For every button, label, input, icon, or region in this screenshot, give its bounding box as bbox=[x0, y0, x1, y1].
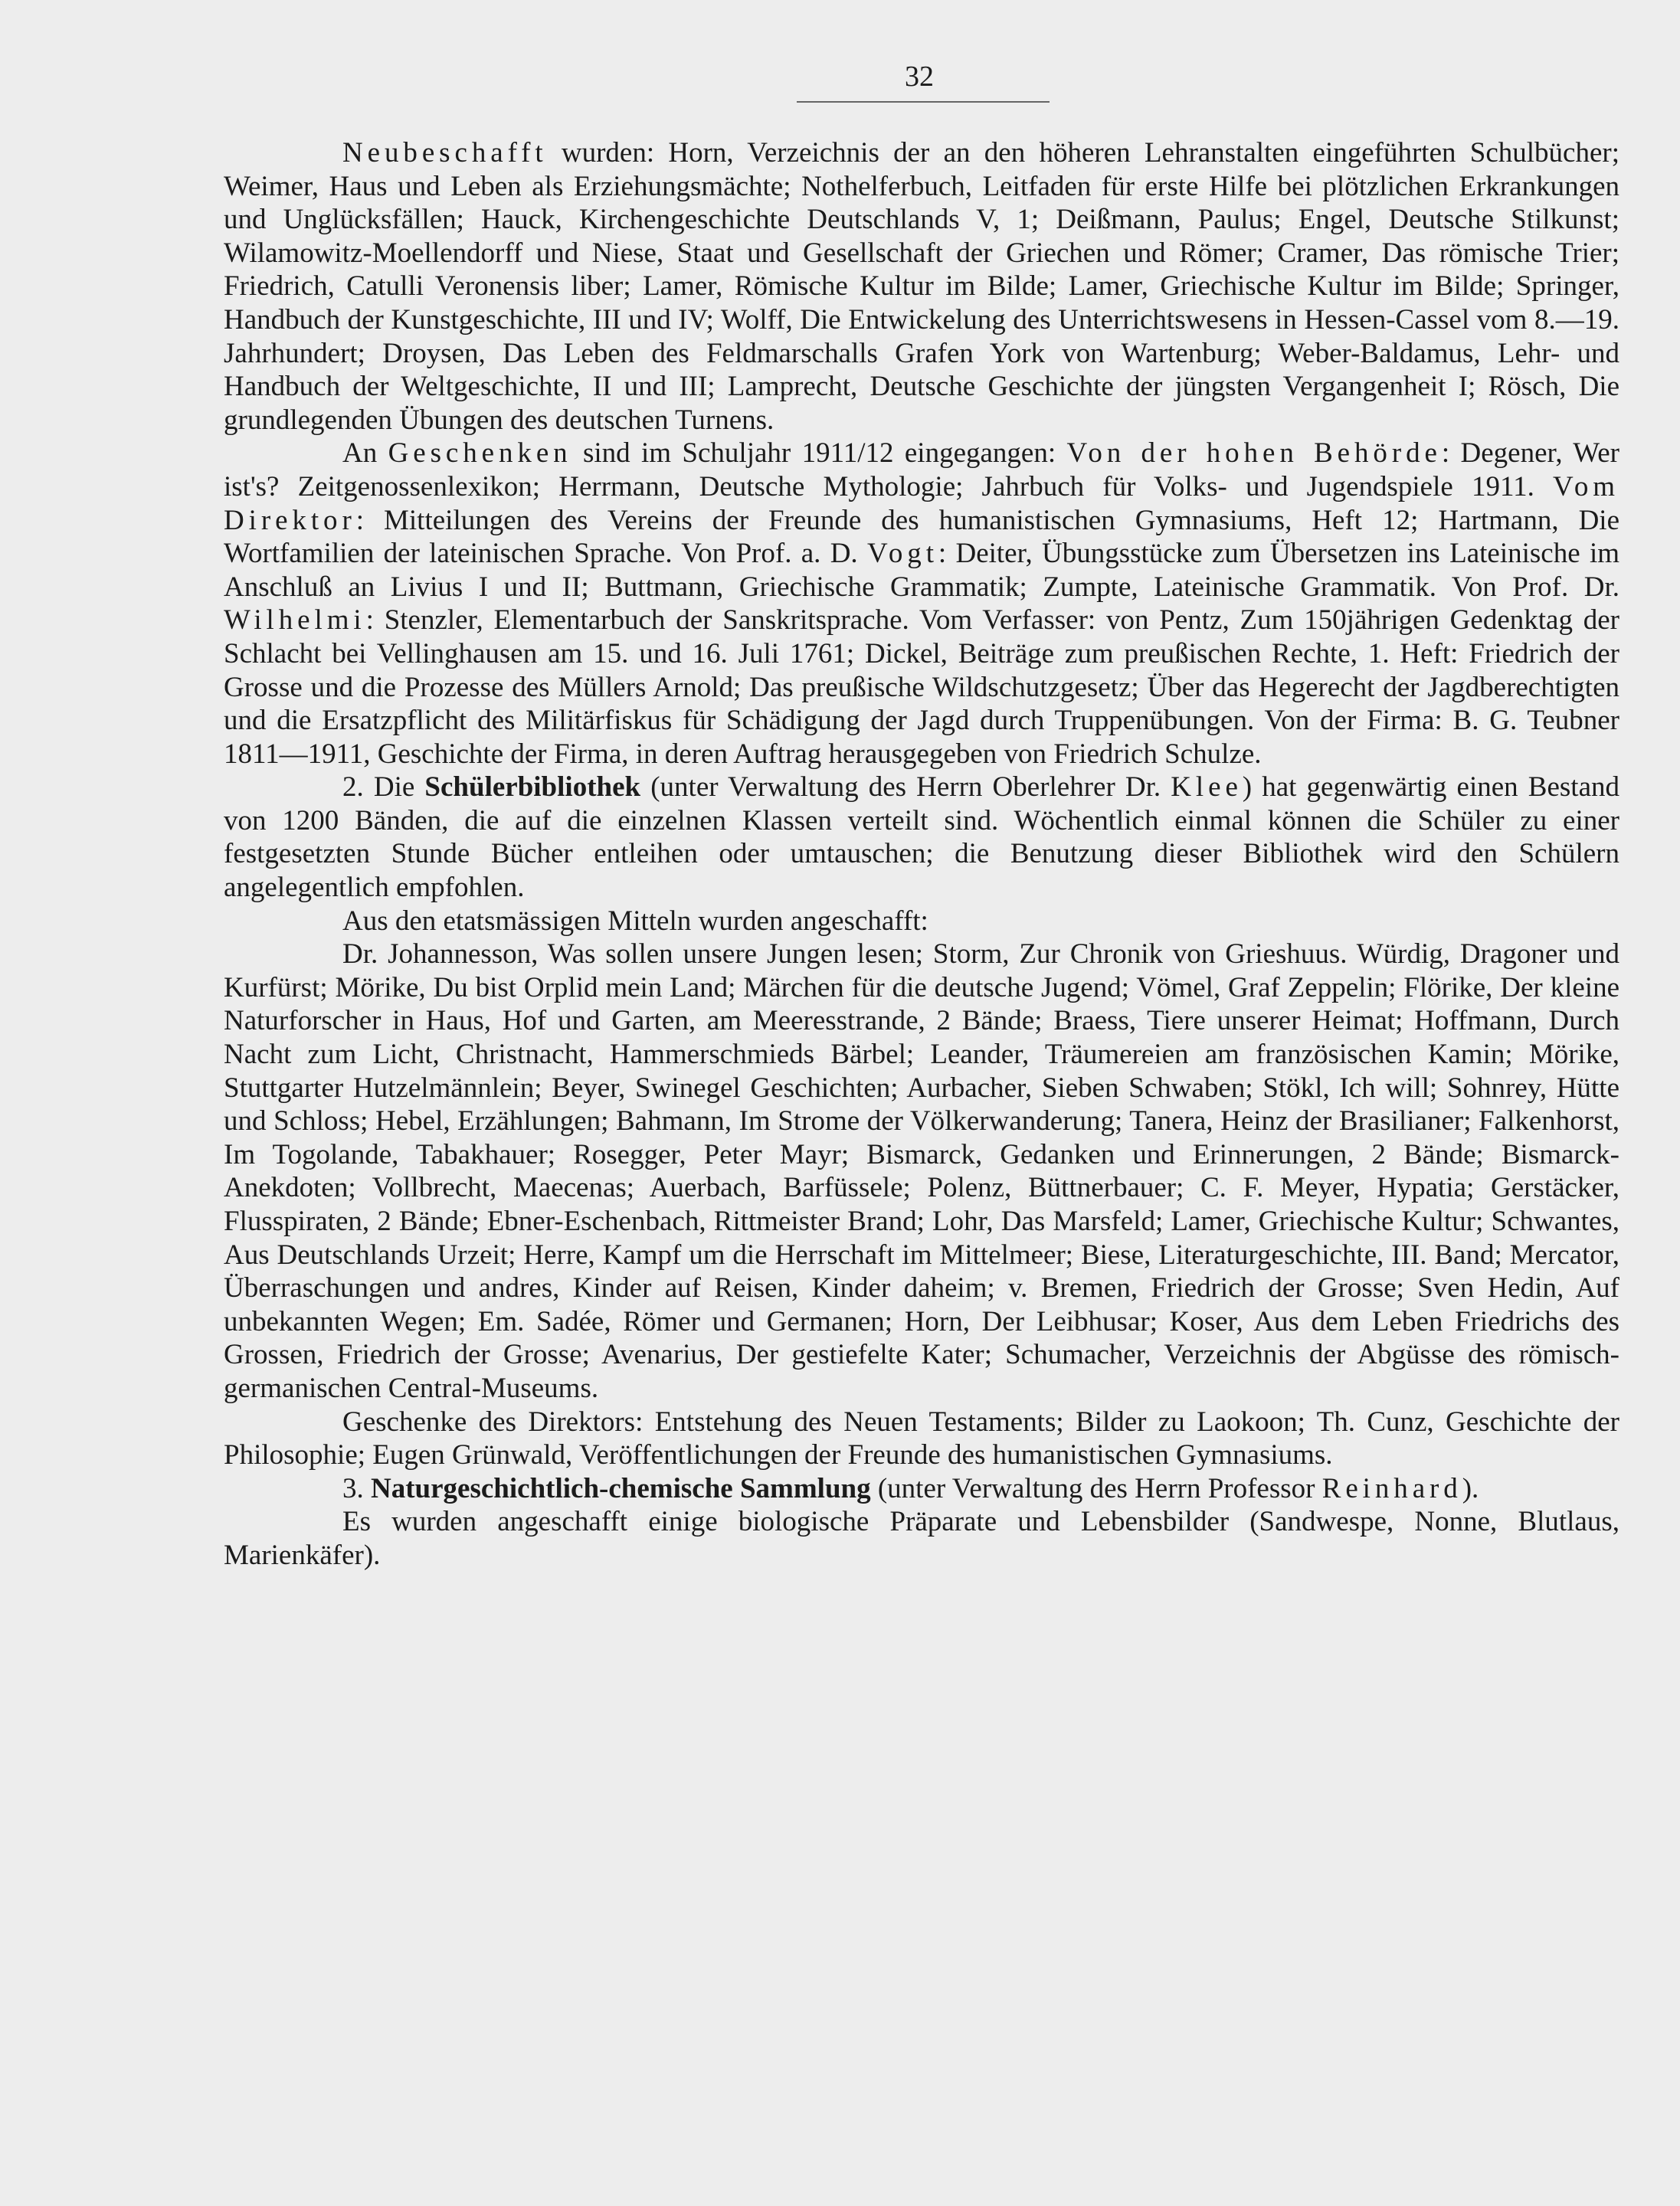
paragraph-text: ). bbox=[1462, 1472, 1479, 1504]
paragraph-sammlung bbox=[224, 1472, 1619, 1506]
spaced-term: Vom Direktor bbox=[224, 470, 1619, 536]
spaced-term: Von der hohen Behörde bbox=[1066, 437, 1442, 470]
paragraph-neubeschafft bbox=[224, 136, 1619, 437]
spaced-term: Neubeschafft bbox=[342, 137, 548, 169]
section-heading: Schülerbibliothek bbox=[424, 771, 641, 804]
paragraph-geschenke bbox=[224, 437, 1619, 771]
page-body bbox=[224, 136, 1619, 1573]
paragraph-text: sind im Schuljahr 1911/12 eingegangen: bbox=[571, 437, 1067, 470]
paragraph-text: : Mitteilungen des Vereins der Freunde des humanistischen Gymnasiums, Heft 12; Hartmann, Die Wortfamilien der lateinischen Sprache. Von Prof. a. D. bbox=[224, 504, 1619, 570]
paragraph-text: : Deiter, Übungsstücke zum Übersetzen ins Lateinische im Anschluß an Livius I und II; Buttmann, Griechische Grammatik; Zumpte, Lateinische Grammatik. Von Prof. Dr. bbox=[224, 538, 1619, 603]
paragraph-book-list: Dr. Johannesson, Was sollen unsere Jungen lesen; Storm, Zur Chronik von Grieshuus. Würdig, Dragoner und Kurfürst; Mörike, Du bist Orplid mein Land; Märchen für die deutsche Jugend; Vömel, Graf Zeppelin; Flörike, Der kleine Naturforscher in Haus, Hof und Garten, am Meeresstrande, 2 Bände; Braess, Tiere unserer Heimat; Hoffmann, Durch Nacht zum Licht, Christnacht, Hammerschmieds Bärbel; Leander, Träumereien am französischen Kamin; Mörike, Stuttgarter Hutzelmännlein; Beyer, Swinegel Geschichten; Aurbacher, Sieben Schwaben; Stökl, Ich will; Sohnrey, Hütte und Schloss; Hebel, Erzählungen; Bahmann, Im Strome der Völkerwanderung; Tanera, Heinz der Brasilianer; Falkenhorst, Im Togolande, Tabakhauer; Rosegger, Peter Mayr; Bismarck, Gedanken und Erinnerungen, 2 Bände; Bismarck-Anekdoten; Vollbrecht, Maecenas; Auerbach, Barfüssele; Polenz, Büttnerbauer; C. F. Meyer, Hypatia; Gerstäcker, Flusspiraten, 2 Bände; Ebner-Eschenbach, Rittmeister Brand; Lohr, Das Marsfeld; Lamer, Griechische Kultur; Schwantes, Aus Deutschlands Urzeit; Herre, Kampf um die Herrschaft im Mittelmeer; Biese, Literaturgeschichte, III. Band; Mercator, Überraschungen und andres, Kinder auf Reisen, Kinder daheim; v. Bremen, Friedrich der Grosse; Sven Hedin, Auf unbekannten Wegen; Em. Sadée, Römer und Germanen; Horn, Der Leibhusar; Koser, Aus dem Leben Friedrichs des Grossen, Friedrich der Grosse; Avenarius, Der gestiefelte Kater; Schumacher, Verzeichnis der Abgüsse des römisch-germanischen Central-Museums. bbox=[224, 938, 1619, 1404]
paragraph-text: : Stenzler, Elementarbuch der Sanskritsprache. Vom Verfasser: von Pentz, Zum 150jährigen Gedenktag der Schlacht bei Vellinghausen am 15. und 16. Juli 1761; Dickel, Beiträge zum preußischen Rechte, 1. Heft: Friedrich der Grosse und die Prozesse des Müllers Arnold; Das preußische Wildschutzgesetz; Über das Hegerecht der Jagdberechtigten und die Ersatzpflicht des Militärfiskus für Schädigung der Jagd durch Truppenübungen. Von der Firma: B. G. Teubner 1811—1911, Geschichte der Firma, in deren Auftrag herausgegeben von Friedrich Schulze. bbox=[224, 604, 1619, 770]
section-heading: Naturgeschichtlich-chemische Sammlung bbox=[371, 1472, 871, 1504]
paragraph-text: : Degener, Wer ist's? Zeitgenossenlexikon; Herrmann, Deutsche Mythologie; Jahrbuch für Volks- und Jugendspiele 1911. bbox=[224, 437, 1619, 502]
spaced-term: Reinhard bbox=[1321, 1472, 1462, 1504]
spaced-term: Wilhelmi bbox=[224, 604, 366, 637]
paragraph-text: (unter Verwaltung des Herrn Professor bbox=[870, 1472, 1322, 1504]
spaced-term: Vogt bbox=[866, 538, 938, 570]
spaced-term: Geschenken bbox=[388, 437, 572, 470]
paragraph-text: 2. Die bbox=[342, 771, 425, 804]
paragraph-text: ) hat gegenwärtig einen Bestand von 1200 Bänden, die auf die einzelnen Klassen verteilt sind. Wöchentlich einmal können die Schüler zu einer festgesetzten Stunde Bücher entleihen oder umtauschen; die Benutzung dieser Bibliothek wird den Schülern angelegentlich empfohlen. bbox=[224, 771, 1619, 904]
spaced-term: Klee bbox=[1171, 771, 1243, 804]
paragraph-text: (unter Verwaltung des Herrn Oberlehrer Dr. bbox=[640, 771, 1171, 804]
page-number: 32 bbox=[905, 61, 934, 93]
paragraph-praeparate: Es wurden angeschafft einige biologische Präparate und Lebensbilder (Sandwespe, Nonne, Blutlaus, Marienkäfer). bbox=[224, 1506, 1619, 1571]
paragraph-schuelerbibliothek bbox=[224, 771, 1619, 904]
paragraph-etatsmittel: Aus den etatsmässigen Mitteln wurden angeschafft: bbox=[342, 905, 928, 937]
paragraph-text: An bbox=[342, 437, 388, 470]
paragraph-text: 3. bbox=[342, 1472, 371, 1504]
header-rule bbox=[797, 101, 1050, 103]
paragraph-text: wurden: Horn, Verzeichnis der an den höheren Lehranstalten eingeführten Schulbücher; Weimer, Haus und Leben als Erziehungsmächte; Nothelferbuch, Leitfaden für erste Hilfe bei plötzlichen Erkrankungen und Unglücksfällen; Hauck, Kirchengeschichte Deutschlands V, 1; Deißmann, Paulus; Engel, Deutsche Stilkunst; Wilamowitz-Moellendorff und Niese, Staat und Gesellschaft der Griechen und Römer; Cramer, Das römische Trier; Friedrich, Catulli Veronensis liber; Lamer, Römische Kultur im Bilde; Lamer, Griechische Kultur im Bilde; Springer, Handbuch der Kunstgeschichte, III und IV; Wolff, Die Entwickelung des Unterrichtswesens in Hessen-Cassel vom 8.—19. Jahrhundert; Droysen, Das Leben des Feldmarschalls Grafen York von Wartenburg; Weber-Baldamus, Lehr- und Handbuch der Weltgeschichte, II und III; Lamprecht, Deutsche Geschichte der jüngsten Vergangenheit I; Rösch, Die grundlegenden Übungen des deutschen Turnens. bbox=[224, 137, 1619, 436]
paragraph-geschenke-direktor: Geschenke des Direktors: Entstehung des Neuen Testaments; Bilder zu Laokoon; Th. Cunz, Geschichte der Philosophie; Eugen Grünwald, Veröffentlichungen der Freunde des humanistischen Gymnasiums. bbox=[224, 1406, 1619, 1471]
